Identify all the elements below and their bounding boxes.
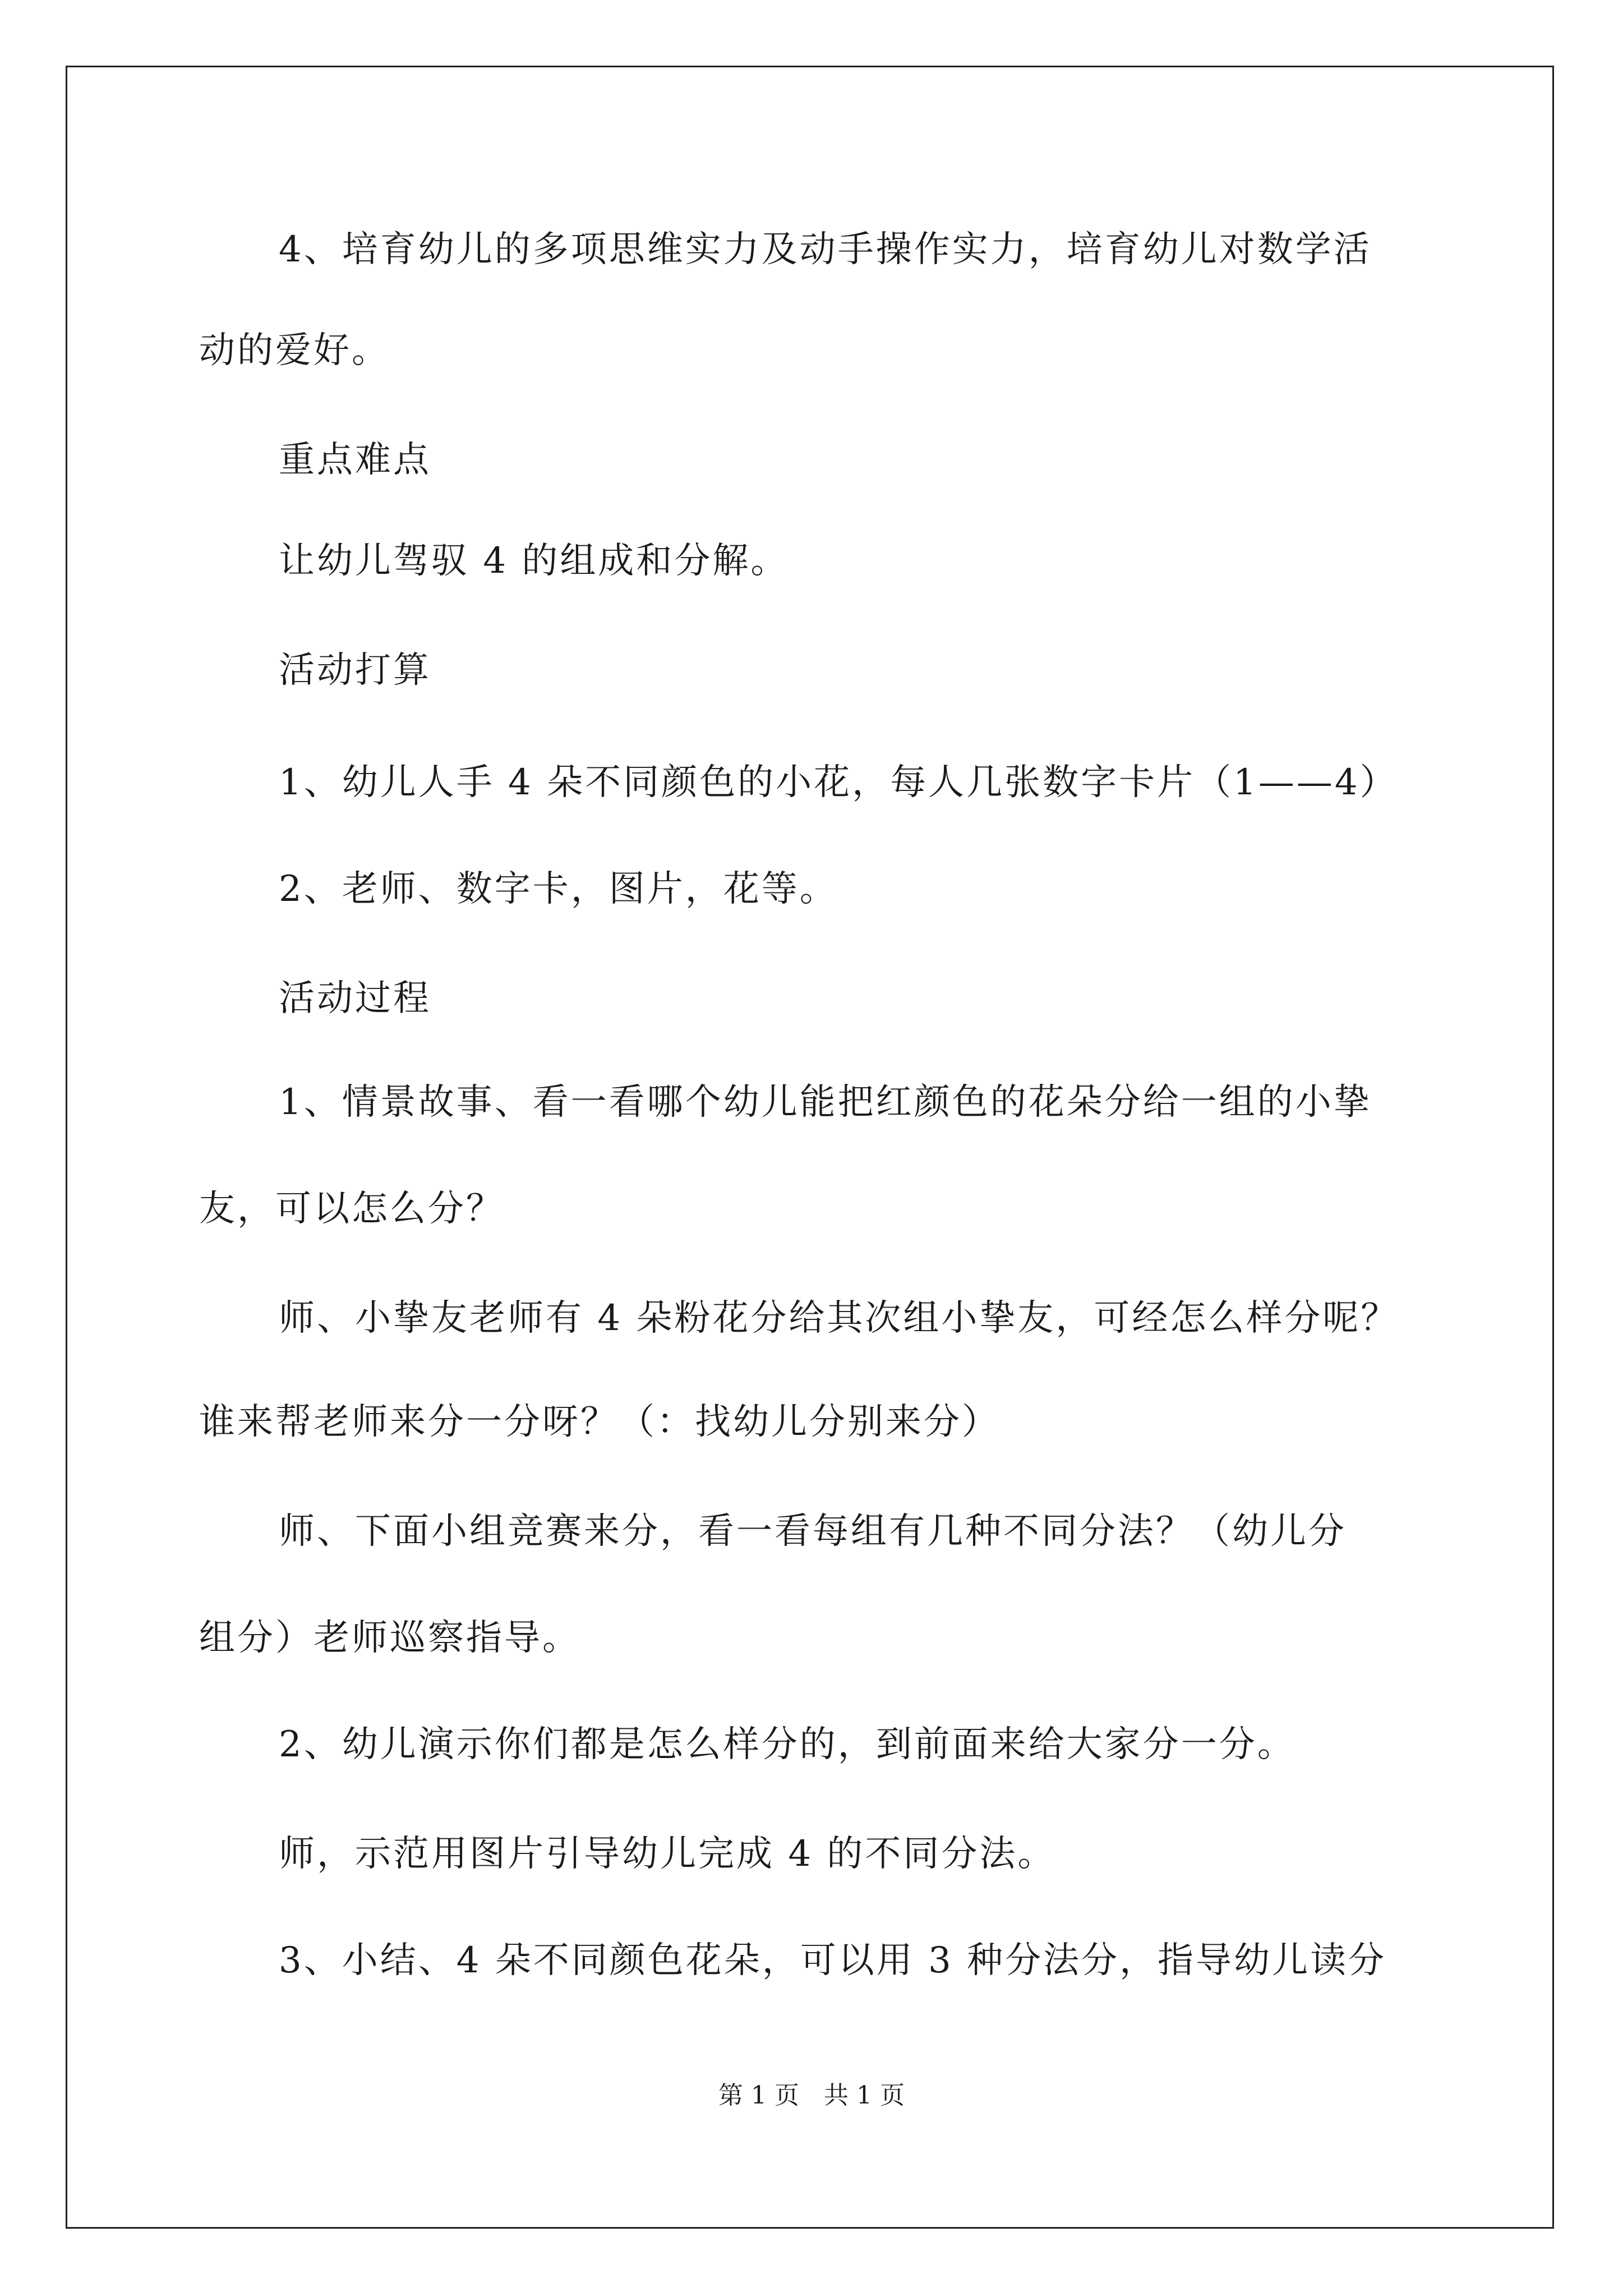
section-heading: 重点难点	[279, 439, 431, 481]
paragraph-line: 1、幼儿人手 4 朵不同颜色的小花，每人几张数字卡片（1——4）	[279, 762, 1398, 803]
paragraph-line: 2、幼儿演示你们都是怎么样分的，到前面来给大家分一分。	[279, 1724, 1295, 1765]
paragraph-line: 1、情景故事、看一看哪个幼儿能把红颜色的花朵分给一组的小挚	[279, 1082, 1372, 1123]
paragraph-line: 4、培育幼儿的多项思维实力及动手操作实力，培育幼儿对数学活	[279, 229, 1372, 270]
paragraph-line: 动的爱好。	[199, 330, 390, 371]
paragraph-line: 组分）老师巡察指导。	[199, 1617, 580, 1659]
paragraph-line: 谁来帮老师来分一分呀？（：找幼儿分别来分）	[199, 1401, 1000, 1443]
paragraph-line: 师、小挚友老师有 4 朵粉花分给其次组小挚友，可经怎么样分呢？	[279, 1297, 1399, 1339]
paragraph-line: 师，示范用图片引导幼儿完成 4 的不同分法。	[279, 1833, 1056, 1875]
page-border	[66, 66, 1554, 2229]
paragraph-line: 让幼儿驾驭 4 的组成和分解。	[279, 540, 789, 582]
section-heading: 活动过程	[279, 978, 431, 1019]
paragraph-line: 友，可以怎么分？	[199, 1188, 504, 1230]
page-number-footer: 第 1 页 共 1 页	[718, 2081, 905, 2110]
paragraph-line: 3、小结、4 朵不同颜色花朵，可以用 3 种分法分，指导幼儿读分	[279, 1940, 1387, 1981]
paragraph-line: 师、下面小组竞赛来分，看一看每组有几种不同分法？（幼儿分	[279, 1511, 1347, 1552]
section-heading: 活动打算	[279, 650, 431, 691]
paragraph-line: 2、老师、数字卡，图片，花等。	[279, 868, 838, 910]
